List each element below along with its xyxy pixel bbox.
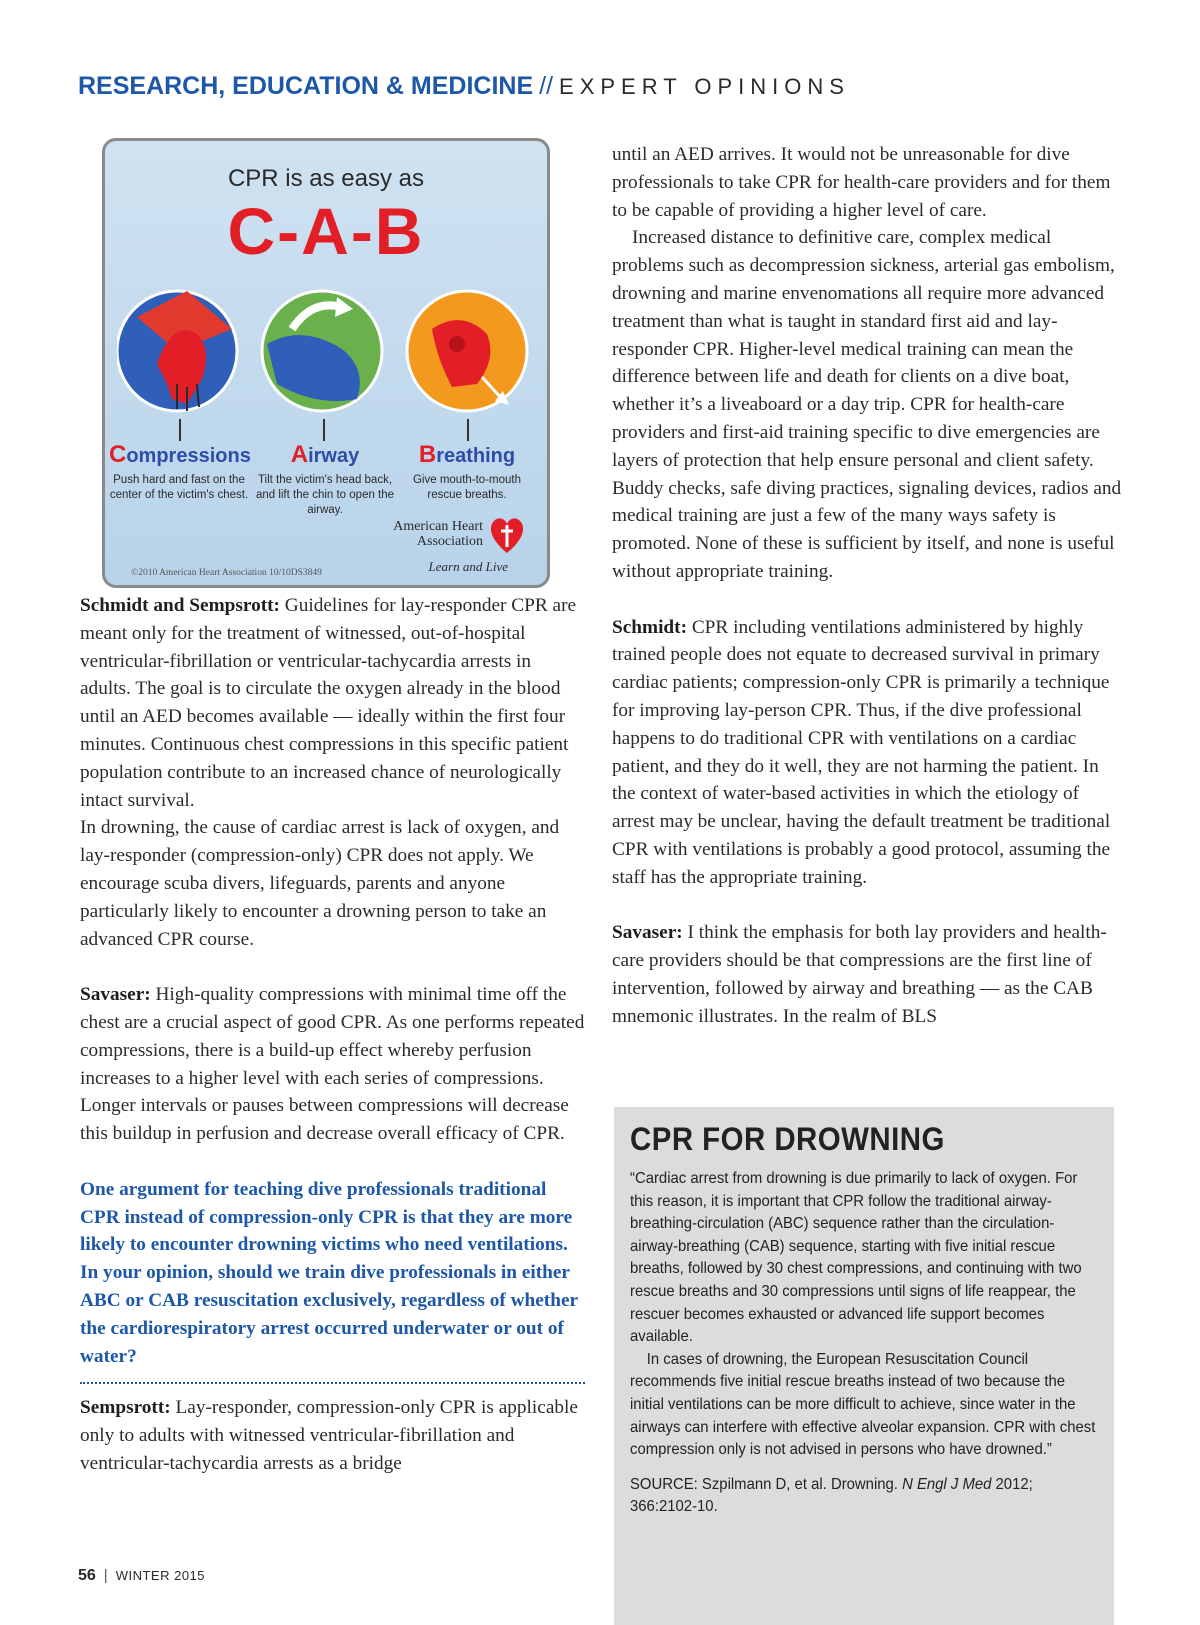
right-paragraph-2: Increased distance to definitive care, complex medical problems such as decompression sickness, arterial gas embolism, drowning and marine envenomations all require more advanced treatment than what is taught in standard first aid and lay-responder CPR. Higher-level medical training can mean the difference between life and death for clients on a dive boat, whether it’s a liveaboard or a day trip. CPR for health-care providers and first-aid training specific to dive emergencies are layers of protection that help ensure personal and client safety. Buddy checks, safe diving practices, signaling devices, radios and medical training are just a few of the many ways safety is promoted. None of these is sufficient by itself, and none is useful without appropriate training. <box>612 227 1122 582</box>
source-prefix: SOURCE: Szpilmann D, et al. Drowning. <box>630 1475 903 1493</box>
right-paragraph-1: until an AED arrives. It would not be unreasonable for dive professionals to take CPR for health-care providers and for them to be capable of providing a higher level of care. <box>612 144 1111 221</box>
left-p4-text: Lay-responder, compression-only CPR is applicable only to adults with witnessed ventricular-fibrillation and ventricular-tachycardia arrests as a bridge <box>80 1397 578 1474</box>
page-number: 56 <box>78 1567 96 1584</box>
source-journal: N Engl J Med <box>902 1475 992 1493</box>
source-suffix: 2012; 366:2102-10. <box>630 1475 1033 1516</box>
cab-figure <box>102 138 550 588</box>
issue-label: WINTER 2015 <box>115 1568 206 1583</box>
breathing-icon <box>407 291 527 411</box>
speaker-schmidt-sempsrott: Schmidt and Sempsrott: <box>80 595 280 616</box>
airway-desc: Tilt the victim's head back, and lift the chin to open the airway. <box>255 474 395 516</box>
airway-label: irway <box>308 445 360 467</box>
speaker-savaser-2: Savaser: <box>612 922 683 944</box>
breathing-column <box>397 441 537 503</box>
right-p4-text: I think the emphasis for both lay providers and health-care providers should be that compressions are the first line of intervention, followed by airway and breathing — as the CAB mnemonic illustrates. In the realm of BLS <box>612 922 1107 1027</box>
sidebar-paragraph-2: In cases of drowning, the European Resuscitation Council recommends five initial rescue breaths instead of two because the initial ventilations can be more difficult to achieve, since water in the airways can interfere with effective alveolar expansion. CPR with chest compression only is not advised in persons who have drowned.” <box>630 1350 1096 1459</box>
speaker-schmidt: Schmidt: <box>612 616 687 638</box>
footer-separator: | <box>103 1567 108 1584</box>
left-p3-text: High-quality compressions with minimal time off the chest are a crucial aspect of good CPR. As one performs repeated compressions, there is a build-up effect whereby perfusion increases to a higher level with each series of compressions. Longer intervals or pauses between compressions will decrease this buildup in perfusion and decrease overall efficacy of CPR. <box>80 984 585 1145</box>
aha-heart-icon <box>488 513 526 555</box>
compressions-label: ompressions <box>126 445 251 467</box>
left-column <box>80 592 585 1478</box>
right-p3-text: CPR including ventilations administered by highly trained people does not equate to decreased survival in primary cardiac patients; compression-only CPR is primarily a technique for improving lay-person CPR. Thus, if the dive professional happens to do traditional CPR with ventilations on a cardiac patient, and they do it well, they are not harming the patient. In the context of water-based activities in which the etiology of arrest may be unclear, having the default treatment be traditional CPR with ventilations is probably a good protocol, assuming the staff has the appropriate training. <box>612 616 1111 888</box>
right-paragraph-4 <box>612 919 1122 1030</box>
sidebar-source <box>630 1474 1096 1519</box>
cpr-drowning-sidebar <box>614 1107 1114 1625</box>
figure-headline: C-A-B <box>227 194 425 268</box>
airway-icon <box>262 291 382 411</box>
compressions-desc: Push hard and fast on the center of the victim's chest. <box>109 474 249 501</box>
right-column <box>612 141 1122 1031</box>
page-header <box>78 72 850 101</box>
compressions-initial: C <box>109 441 127 468</box>
speaker-sempsrott: Sempsrott: <box>80 1397 171 1419</box>
breathing-label: reathing <box>436 445 516 467</box>
header-separator: // <box>539 72 554 100</box>
interview-question: One argument for teaching dive professionals traditional CPR instead of compression-only CPR is that they are more likely to encounter drowning victims who need ventilations. In your opinion, should we train dive professionals in either ABC or CAB resuscitation exclusively, regardless of whether the cardiorespiratory arrest occurred underwater or out of water? <box>80 1178 578 1367</box>
left-paragraph-2: In drowning, the cause of cardiac arrest is lack of oxygen, and lay-responder (compression-only) CPR does not apply. We encourage scuba divers, lifeguards, parents and anyone particularly likely to encounter a drowning person to take an advanced CPR course. <box>80 817 560 950</box>
subsection-title: EXPERT OPINIONS <box>559 74 850 99</box>
compressions-icon <box>117 291 237 411</box>
airway-initial: A <box>290 441 309 468</box>
compressions-column <box>109 441 249 503</box>
figure-copyright: ©2010 American Heart Association 10/10DS3849 <box>131 568 322 578</box>
breathing-desc: Give mouth-to-mouth rescue breaths. <box>412 474 521 501</box>
left-paragraph-1 <box>80 592 585 814</box>
speaker-savaser: Savaser: <box>80 984 151 1006</box>
breathing-initial: B <box>418 441 437 468</box>
sidebar-paragraph-1: “Cardiac arrest from drowning is due primarily to lack of oxygen. For this reason, it is important that CPR follow the traditional airway-breathing-circulation (ABC) sequence rather than the circulation-airway-breathing (CAB) sequence, starting with five initial rescue breaths, followed by 30 chest compressions, and continuing with two rescue breaths and 30 compressions until signs of life reappear, the rescuer becomes exhausted or advanced life support becomes available. <box>630 1170 1082 1346</box>
aha-tagline: Learn and Live <box>428 559 508 574</box>
aha-name: American Heart Association <box>393 519 483 549</box>
cab-icons <box>117 289 537 419</box>
left-paragraph-3 <box>80 981 585 1148</box>
section-title: RESEARCH, EDUCATION & MEDICINE <box>78 72 534 100</box>
left-paragraph-4 <box>80 1394 585 1477</box>
sidebar-title: CPR FOR DROWNING <box>630 1121 945 1157</box>
right-paragraph-3 <box>612 614 1122 892</box>
airway-column <box>255 441 395 518</box>
question-divider <box>80 1382 585 1384</box>
page-footer <box>78 1567 205 1585</box>
left-p1-text: Guidelines for lay-responder CPR are meant only for the treatment of witnessed, out-of-hospital ventricular-fibrillation or ventricular-tachycardia arrests in adults. The goal is to circulate the oxygen already in the blood until an AED becomes available — ideally within the first four minutes. Continuous chest compressions in this specific patient population contribute to an increased chance of neurologically intact survival. <box>80 595 577 811</box>
figure-top-text: CPR is as easy as <box>227 165 425 192</box>
